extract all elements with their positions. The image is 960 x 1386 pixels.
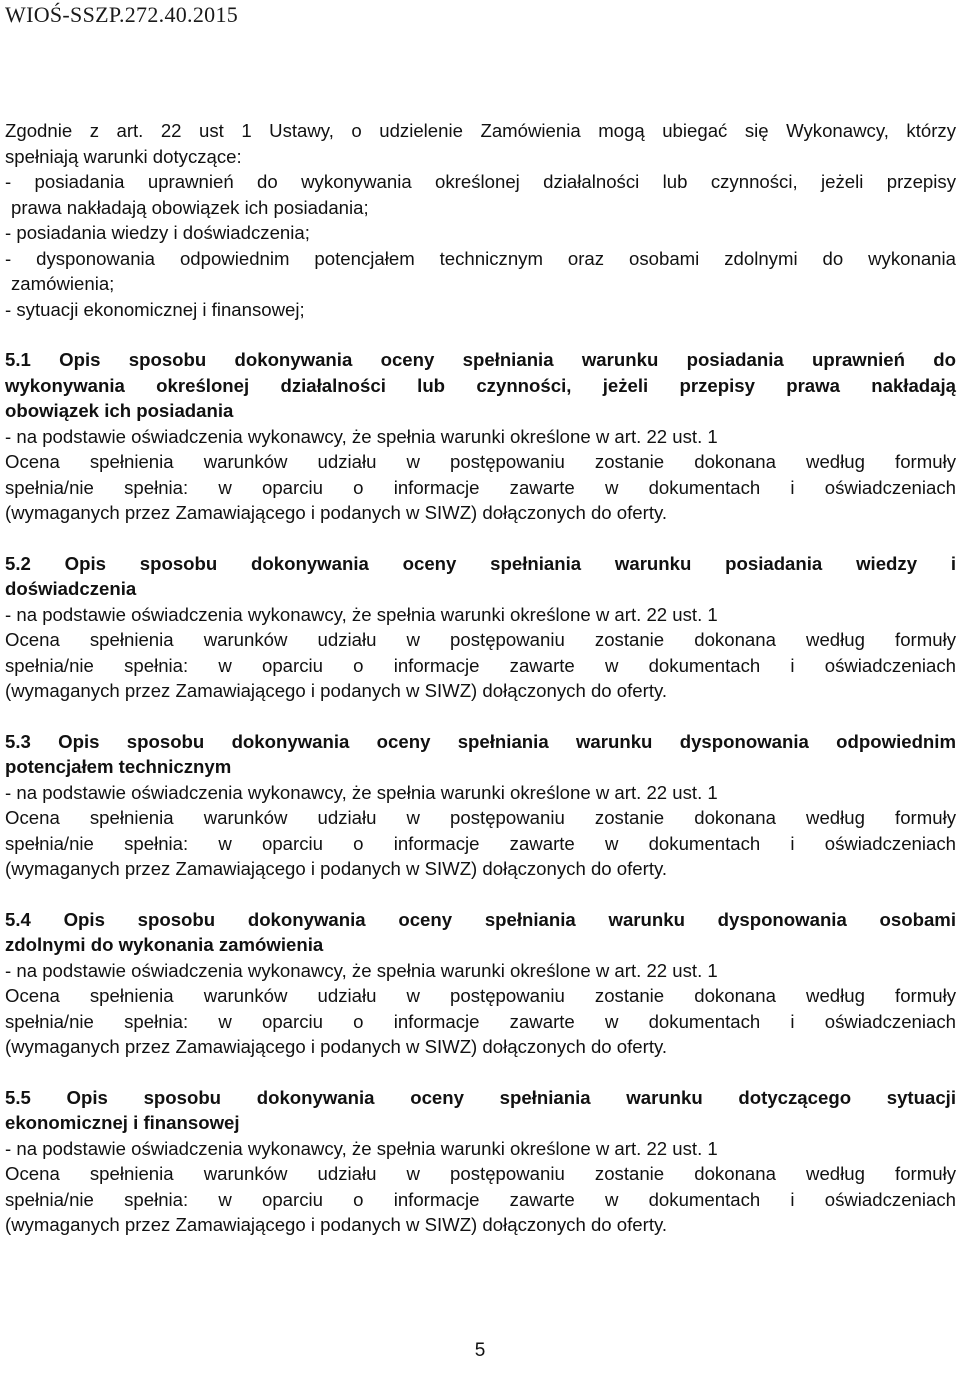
intro-list-item: - posiadania uprawnień do wykonywania określonej działalności lub czynności, jeżeli przepisy (5, 171, 956, 192)
intro-list-item: - dysponowania odpowiednim potencjałem technicznym oraz osobami zdolnymi do wykonania (5, 247, 956, 269)
section-heading: zdolnymi do wykonania zamówienia (5, 934, 324, 955)
section-assessment: spełnia/nie spełnia: w oparciu o informacje zawarte w dokumentach i oświadczeniach (5, 832, 956, 854)
section-assessment: spełnia/nie spełnia: w oparciu o informacje zawarte w dokumentach i oświadczeniach (5, 654, 956, 676)
intro-list-item: - posiadania wiedzy i doświadczenia; (5, 222, 310, 243)
intro-list-item: - sytuacji ekonomicznej i finansowej; (5, 298, 305, 320)
section-assessment: (wymaganych przez Zamawiającego i podanych w SIWZ) dołączonych do oferty. (5, 1036, 668, 1057)
section-heading: 5.5 Opis sposobu dokonywania oceny spełniania warunku dotyczącego sytuacji (5, 1086, 956, 1108)
section-assessment: Ocena spełnienia warunków udziału w postępowaniu zostanie dokonana według formuły (5, 451, 956, 472)
section-basis: - na podstawie oświadczenia wykonawcy, że spełnia warunki określone w art. 22 ust. 1 (5, 1137, 718, 1159)
section-5-3 (5, 729, 956, 882)
section-assessment: Ocena spełnienia warunków udziału w postępowaniu zostanie dokonana według formuły (5, 629, 956, 650)
section-basis: - na podstawie oświadczenia wykonawcy, że spełnia warunki określone w art. 22 ust. 1 (5, 959, 718, 981)
section-heading: 5.1 Opis sposobu dokonywania oceny spełniania warunku posiadania uprawnień do (5, 349, 956, 370)
document-reference-number: WIOŚ-SSZP.272.40.2015 (5, 2, 239, 27)
section-assessment: (wymaganych przez Zamawiającego i podanych w SIWZ) dołączonych do oferty. (5, 858, 668, 879)
section-assessment: Ocena spełnienia warunków udziału w postępowaniu zostanie dokonana według formuły (5, 985, 956, 1006)
section-5-2 (5, 551, 956, 704)
section-assessment: spełnia/nie spełnia: w oparciu o informacje zawarte w dokumentach i oświadczeniach (5, 476, 956, 498)
section-assessment: (wymaganych przez Zamawiającego i podanych w SIWZ) dołączonych do oferty. (5, 502, 668, 523)
intro-paragraph (5, 118, 956, 322)
document-body (5, 118, 956, 1238)
section-assessment: spełnia/nie spełnia: w oparciu o informacje zawarte w dokumentach i oświadczeniach (5, 1010, 956, 1032)
section-5-5 (5, 1085, 956, 1238)
section-assessment: (wymaganych przez Zamawiającego i podanych w SIWZ) dołączonych do oferty. (5, 1214, 668, 1235)
section-heading: wykonywania określonej działalności lub czynności, jeżeli przepisy prawa nakładają (5, 374, 956, 396)
intro-line: spełniają warunki dotyczące: (5, 145, 242, 167)
section-heading: 5.4 Opis sposobu dokonywania oceny spełniania warunku dysponowania osobami (5, 908, 956, 930)
section-basis: - na podstawie oświadczenia wykonawcy, że spełnia warunki określone w art. 22 ust. 1 (5, 425, 718, 447)
section-heading: ekonomicznej i finansowej (5, 1112, 240, 1133)
intro-list-item: prawa nakładają obowiązek ich posiadania; (11, 196, 369, 218)
section-assessment: Ocena spełnienia warunków udziału w postępowaniu zostanie dokonana według formuły (5, 1163, 956, 1184)
section-heading: 5.3 Opis sposobu dokonywania oceny spełniania warunku dysponowania odpowiednim (5, 730, 956, 752)
section-heading: obowiązek ich posiadania (5, 400, 234, 421)
section-5-4 (5, 907, 956, 1060)
section-basis: - na podstawie oświadczenia wykonawcy, że spełnia warunki określone w art. 22 ust. 1 (5, 781, 718, 803)
intro-list-item: zamówienia; (11, 273, 115, 294)
section-heading: 5.2 Opis sposobu dokonywania oceny spełniania warunku posiadania wiedzy i (5, 552, 956, 574)
section-assessment: spełnia/nie spełnia: w oparciu o informacje zawarte w dokumentach i oświadczeniach (5, 1188, 956, 1210)
section-5-1 (5, 347, 956, 526)
intro-line: Zgodnie z art. 22 ust 1 Ustawy, o udzielenie Zamówienia mogą ubiegać się Wykonawcy, którzy (5, 120, 956, 141)
section-basis: - na podstawie oświadczenia wykonawcy, że spełnia warunki określone w art. 22 ust. 1 (5, 603, 718, 625)
page-number: 5 (474, 1340, 486, 1361)
section-heading: doświadczenia (5, 578, 137, 599)
section-assessment: Ocena spełnienia warunków udziału w postępowaniu zostanie dokonana według formuły (5, 807, 956, 828)
section-assessment: (wymaganych przez Zamawiającego i podanych w SIWZ) dołączonych do oferty. (5, 680, 668, 701)
section-heading: potencjałem technicznym (5, 756, 232, 777)
